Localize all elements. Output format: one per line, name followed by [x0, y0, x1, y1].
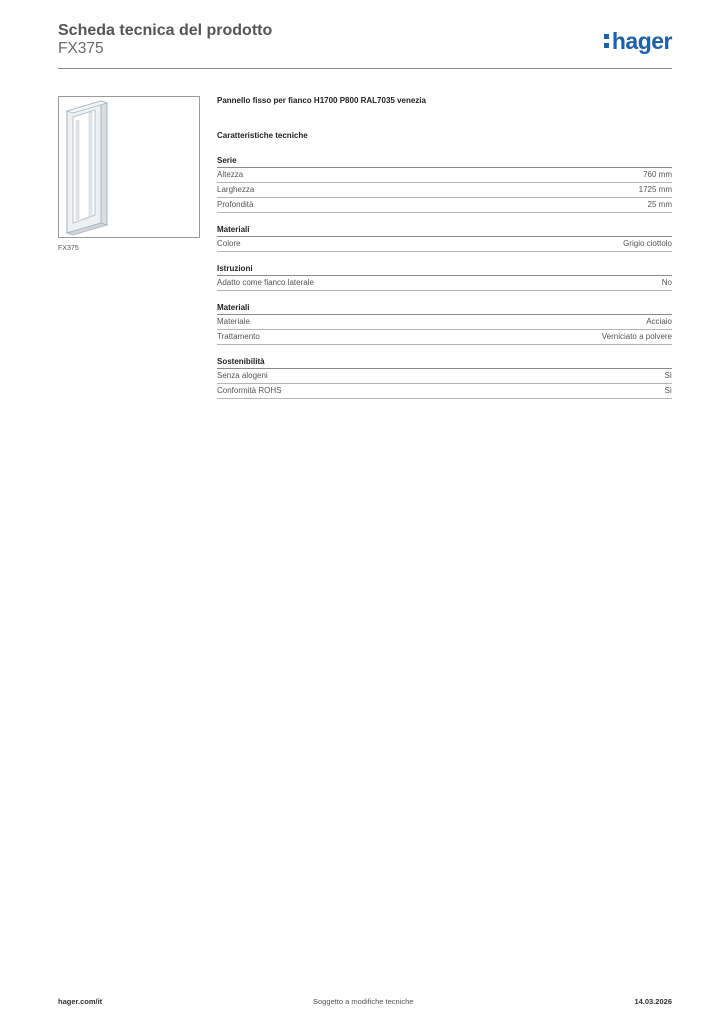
page-footer — [58, 997, 672, 1009]
image-caption: FX375 — [58, 245, 79, 252]
product-description: Pannello fisso per fianco H1700 P800 RAL7035 venezia — [217, 96, 426, 105]
product-image — [58, 96, 200, 238]
logo-colon-mark — [603, 31, 610, 51]
spec-label: Profondità — [217, 200, 254, 209]
spec-label: Trattamento — [217, 332, 260, 341]
spec-row — [217, 237, 672, 252]
spec-value: 1725 mm — [638, 185, 672, 194]
spec-group-title: Sostenibilità — [217, 355, 672, 369]
spec-value: Grigio ciottolo — [623, 239, 672, 248]
spec-row — [217, 168, 672, 183]
spec-row — [217, 384, 672, 399]
spec-row — [217, 183, 672, 198]
logo-text: hager — [611, 27, 672, 54]
spec-label: Materiale — [217, 317, 250, 326]
spec-group-title: Materiali — [217, 301, 672, 315]
document-title: Scheda tecnica del prodotto — [58, 22, 273, 39]
spec-group-istruzioni — [217, 262, 672, 291]
spec-value: No — [661, 278, 672, 287]
cabinet-frame-illustration — [59, 97, 199, 237]
page-header — [58, 20, 672, 69]
spec-label: Conformità ROHS — [217, 386, 282, 395]
spec-value: 25 mm — [647, 200, 672, 209]
product-code: FX375 — [58, 40, 104, 57]
spec-value: Sì — [664, 371, 672, 380]
spec-row — [217, 198, 672, 213]
spec-value: Sì — [664, 386, 672, 395]
footer-notice: Soggetto a modifiche tecniche — [313, 997, 414, 1006]
spec-label: Senza alogeni — [217, 371, 268, 380]
spec-row — [217, 369, 672, 384]
spec-row — [217, 315, 672, 330]
spec-group-serie — [217, 154, 672, 213]
spec-value: Verniciato a polvere — [601, 332, 672, 341]
spec-label: Adatto come fianco laterale — [217, 278, 314, 287]
spec-row — [217, 330, 672, 345]
footer-website-link[interactable]: hager.com/it — [58, 997, 103, 1006]
footer-date: 14.03.2026 — [634, 997, 672, 1006]
spec-value: Acciaio — [646, 317, 672, 326]
hager-logo — [603, 26, 672, 56]
spec-group-sostenibilita — [217, 355, 672, 399]
spec-row — [217, 276, 672, 291]
spec-group-title: Istruzioni — [217, 262, 672, 276]
spec-value: 760 mm — [643, 170, 672, 179]
spec-label: Altezza — [217, 170, 244, 179]
spec-group-materiali-2 — [217, 301, 672, 345]
spec-label: Larghezza — [217, 185, 255, 194]
product-details — [217, 94, 672, 399]
spec-group-title: Materiali — [217, 223, 672, 237]
spec-group-title: Serie — [217, 154, 672, 168]
spec-group-materiali — [217, 223, 672, 252]
characteristics-heading: Caratteristiche tecniche — [217, 131, 308, 140]
spec-label: Colore — [217, 239, 241, 248]
